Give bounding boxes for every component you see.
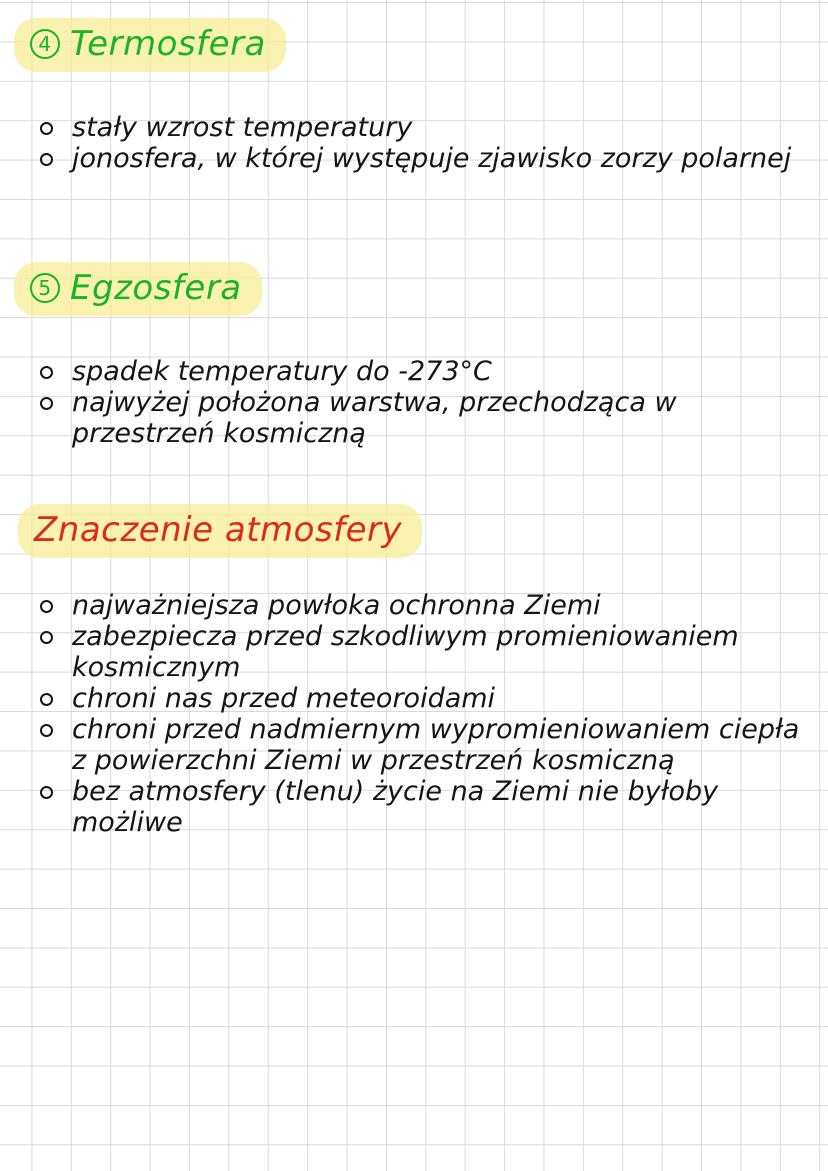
list-item: najważniejsza powłoka ochronna Ziemi bbox=[40, 590, 820, 621]
section-title: Znaczenie atmosfery bbox=[34, 510, 403, 550]
section-title: Egzosfera bbox=[70, 268, 242, 308]
list-item: chroni przed nadmiernym wypromieniowaniem ciepła z powierzchni Ziemi w przestrzeń kosmiczną bbox=[40, 714, 820, 776]
bullet-list-termosfera bbox=[40, 112, 820, 174]
bullet-icon bbox=[40, 122, 53, 135]
bullet-icon bbox=[40, 786, 53, 799]
list-item: stały wzrost temperatury bbox=[40, 112, 820, 143]
bullet-icon bbox=[40, 631, 53, 644]
list-item: chroni nas przed meteoroidami bbox=[40, 683, 820, 714]
section-heading-termosfera bbox=[14, 18, 286, 72]
section-heading-znaczenie-atmosfery bbox=[18, 504, 422, 558]
section-title: Termosfera bbox=[70, 24, 266, 64]
list-item: najwyżej położona warstwa, przechodząca w przestrzeń kosmiczną bbox=[40, 387, 820, 449]
list-item: zabezpiecza przed szkodliwym promieniowaniem kosmicznym bbox=[40, 621, 820, 683]
list-item: bez atmosfery (tlenu) życie na Ziemi nie byłoby możliwe bbox=[40, 776, 820, 838]
bullet-icon bbox=[40, 693, 53, 706]
bullet-icon bbox=[40, 153, 53, 166]
bullet-icon bbox=[40, 600, 53, 613]
list-item: spadek temperatury do -273°C bbox=[40, 356, 820, 387]
bullet-icon bbox=[40, 397, 53, 410]
bullet-icon bbox=[40, 366, 53, 379]
section-number-badge: 4 bbox=[30, 29, 60, 59]
bullet-icon bbox=[40, 724, 53, 737]
section-number-badge: 5 bbox=[30, 273, 60, 303]
list-item: jonosfera, w której występuje zjawisko zorzy polarnej bbox=[40, 143, 820, 174]
section-heading-egzosfera bbox=[14, 262, 262, 316]
bullet-list-znaczenie bbox=[40, 590, 820, 838]
bullet-list-egzosfera bbox=[40, 356, 820, 449]
